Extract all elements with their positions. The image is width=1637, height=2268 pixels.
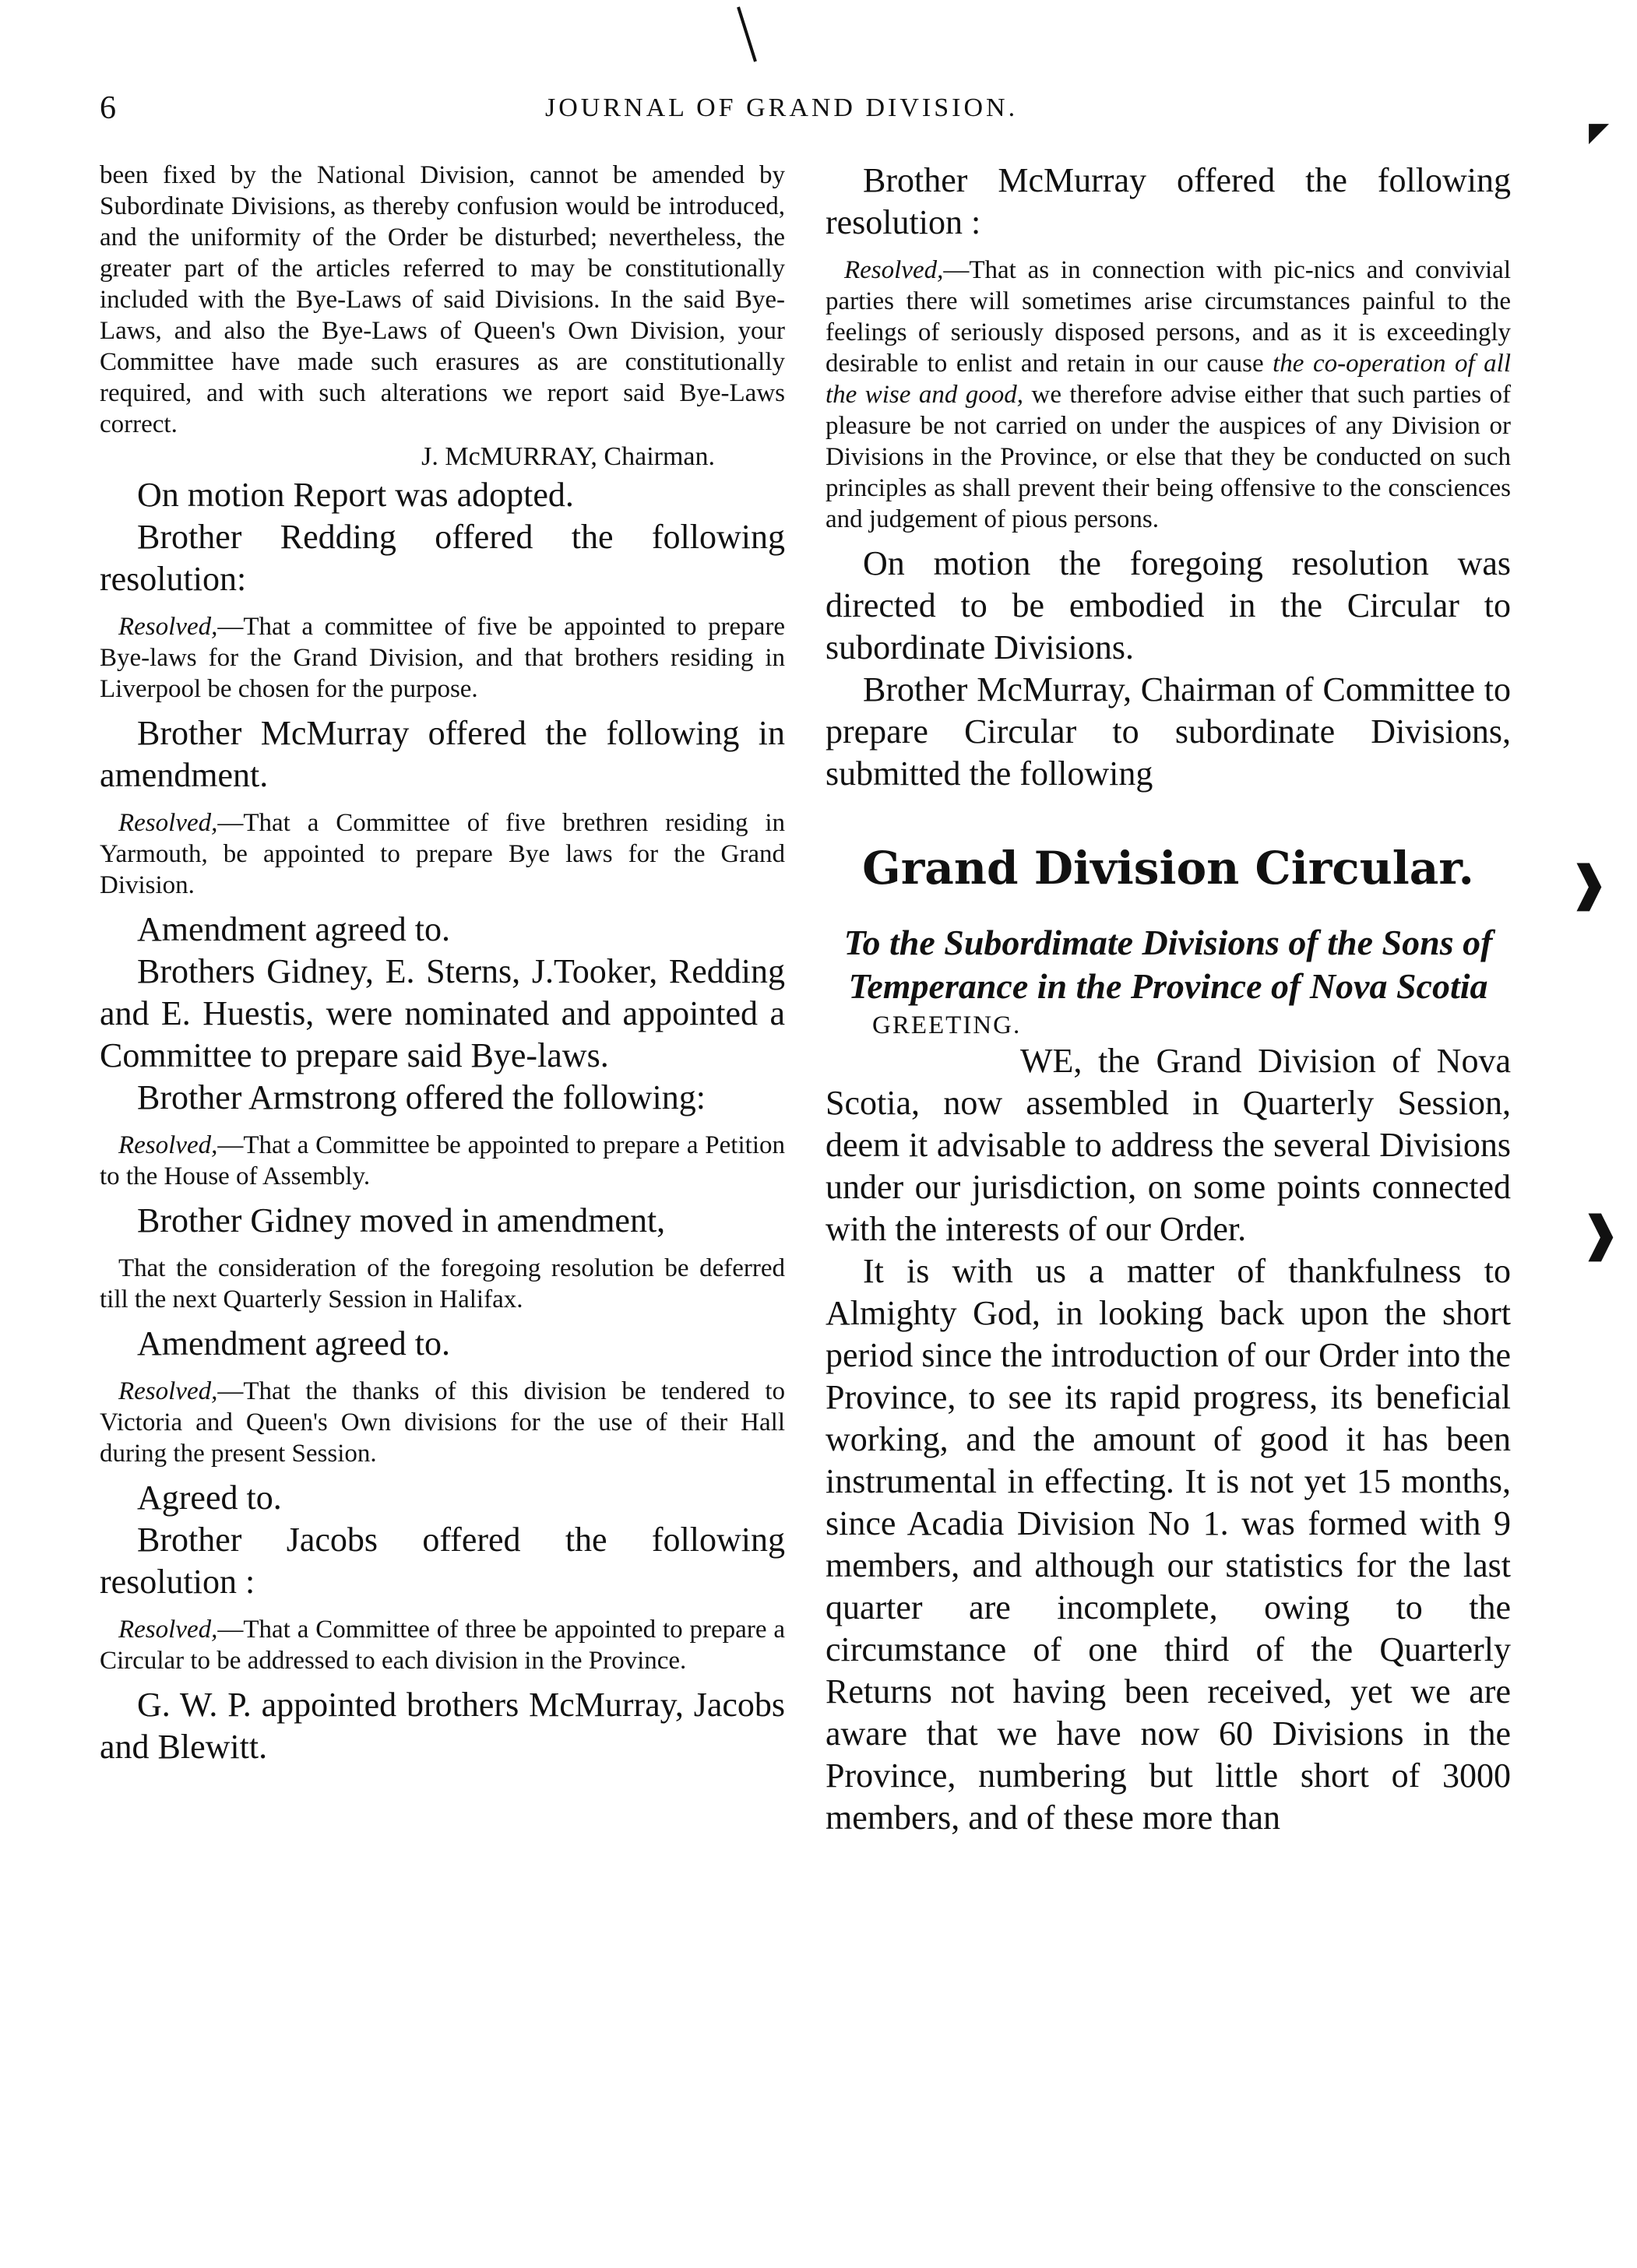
report-end-paragraph: been fixed by the National Division, cannot be amended by Subordinate Divisions, as thereby confusion would be introduced, and the uniformity of the Order be disturbed; nevertheless, the greater part of the articles referred to may be constitutionally included with the Bye-Laws of said Divisions. In the said Bye-Laws, and also the Bye-Laws of Queen's Own Division, your Committee have made such erasures as are constitutionally required, and with such alterations we report said Bye-Laws correct. (100, 161, 785, 438)
paragraph-thankfulness: It is with us a matter of thankfulness to Almighty God, in looking back upon the short period since the introduction of our Order into the Province, to see its rapid progress, its beneficial working, and the amount of good it has been instrumental in effecting. It is not yet 15 months, since Acadia Division No 1. was formed with 9 members, and although our statistics for the last quarter are incomplete, owing to the circumstance of one third of the Quarterly Returns not having been received, yet we are aware that we have now 60 Divisions in the Province, numbering but little short of 3000 members, and of these more than (826, 1252, 1511, 1837)
resolution-4: That the consideration of the foregoing resolution be deferred till the next Quarterly Session in Halifax. (100, 1254, 785, 1313)
resolution-text: —That a Committee of five brethren residing in Yarmouth, be appointed to prepare Bye laws for the Grand Division. (100, 809, 785, 899)
resolved-label: Resolved, (118, 1616, 218, 1644)
stray-mark-right-2: ❱ (1581, 1208, 1621, 1260)
paragraph-circular-submitted: Brother McMurray, Chairman of Committee to prepare Circular to subordinate Divisions, submitted the following (826, 670, 1511, 793)
paragraph-gwp-appointed: G. W. P. appointed brothers McMurray, Jacobs and Blewitt. (100, 1686, 785, 1766)
right-column (826, 160, 1511, 1839)
resolution-5 (100, 1376, 785, 1469)
paragraph-we-grand-division: WE, the Grand Division of Nova Scotia, now assembled in Quarterly Session, deem it advisable to address the several Divisions under our jurisdiction, on some points connected with the interests of our Order. (826, 1042, 1511, 1248)
signature: J. McMURRAY, Chairman. (421, 442, 715, 471)
resolution-1 (100, 611, 785, 705)
paragraph-jacobs-resolution: Brother Jacobs offered the following resolution : (100, 1521, 785, 1601)
resolution-text-a: —That as in connection with pic-nics and convivial parties there will sometimes arise circumstances painful to the feelings of seriously disposed persons, and as it is exceedingly desirable to enlist and retain in our cause (826, 256, 1511, 378)
paragraph-gidney-amendment: Brother Gidney moved in amendment, (137, 1201, 666, 1239)
resolution-text: —That a committee of five be appointed to prepare Bye-laws for the Grand Division, and that brothers residing in Liverpool be chosen for the purpose. (100, 613, 785, 703)
paragraph-resolution-embodied: On motion the foregoing resolution was directed to be embodied in the Circular to subordinate Divisions. (826, 544, 1511, 666)
paragraph-mcmurray-resolution: Brother McMurray offered the following resolution : (826, 161, 1511, 241)
running-header: JOURNAL OF GRAND DIVISION. (545, 93, 1019, 122)
resolved-label: Resolved, (118, 1377, 218, 1405)
paragraph-agreed: Agreed to. (137, 1479, 282, 1517)
resolution-6 (100, 1614, 785, 1676)
circular-heading: Grand Division Circular. (862, 842, 1474, 895)
resolved-label: Resolved, (118, 809, 218, 837)
paragraph-amendment-agreed: Amendment agreed to. (137, 910, 450, 948)
page-number: 6 (100, 90, 116, 126)
circular-address: To the Subordimate Divisions of the Sons of Temperance in the Province of Nova Scotia (843, 923, 1493, 1006)
paragraph-mcmurray-amendment: Brother McMurray offered the following in amendment. (100, 714, 785, 794)
resolution-text-b: we therefore advise either that such parties of pleasure be not carried on under the auspices of any Division or Divisions in the Province, or else that they be conducted on such principles as shall prevent their being offensive to the consciences and judgement of pious persons. (826, 381, 1512, 533)
paragraph-report-adopted: On motion Report was adopted. (137, 476, 574, 514)
paragraph-committee-nominated: Brothers Gidney, E. Sterns, J.Tooker, Redding and E. Huestis, were nominated and appointed a Committee to prepare said Bye-laws. (100, 952, 785, 1074)
stray-mark-right-1: ❱ (1569, 858, 1609, 909)
greeting: GREETING. (872, 1011, 1022, 1039)
paragraph-armstrong: Brother Armstrong offered the following: (137, 1078, 706, 1116)
resolved-label: Resolved, (844, 256, 944, 284)
resolution-text: —That the thanks of this division be tendered to Victoria and Queen's Own divisions for the use of their Hall during the present Session. (100, 1377, 785, 1468)
paragraph-amendment-agreed-2: Amendment agreed to. (137, 1324, 450, 1363)
resolution-text: —That a Committee be appointed to prepare a Petition to the House of Assembly. (100, 1131, 785, 1190)
paragraph-redding-resolution: Brother Redding offered the following resolution: (100, 518, 785, 598)
stray-mark-top (732, 4, 763, 66)
left-column (100, 160, 785, 1768)
resolved-label: Resolved, (118, 613, 218, 641)
resolution-picnics (826, 255, 1511, 535)
resolution-text: —That a Committee of three be appointed to prepare a Circular to be addressed to each division in the Province. (100, 1616, 785, 1675)
resolution-italic-phrase: the co-operation of all the wise and good, (826, 350, 1511, 409)
resolution-2 (100, 807, 785, 901)
resolution-3 (100, 1130, 785, 1192)
resolved-label: Resolved, (118, 1131, 218, 1159)
stray-mark-right-top: ◤ (1589, 118, 1610, 147)
